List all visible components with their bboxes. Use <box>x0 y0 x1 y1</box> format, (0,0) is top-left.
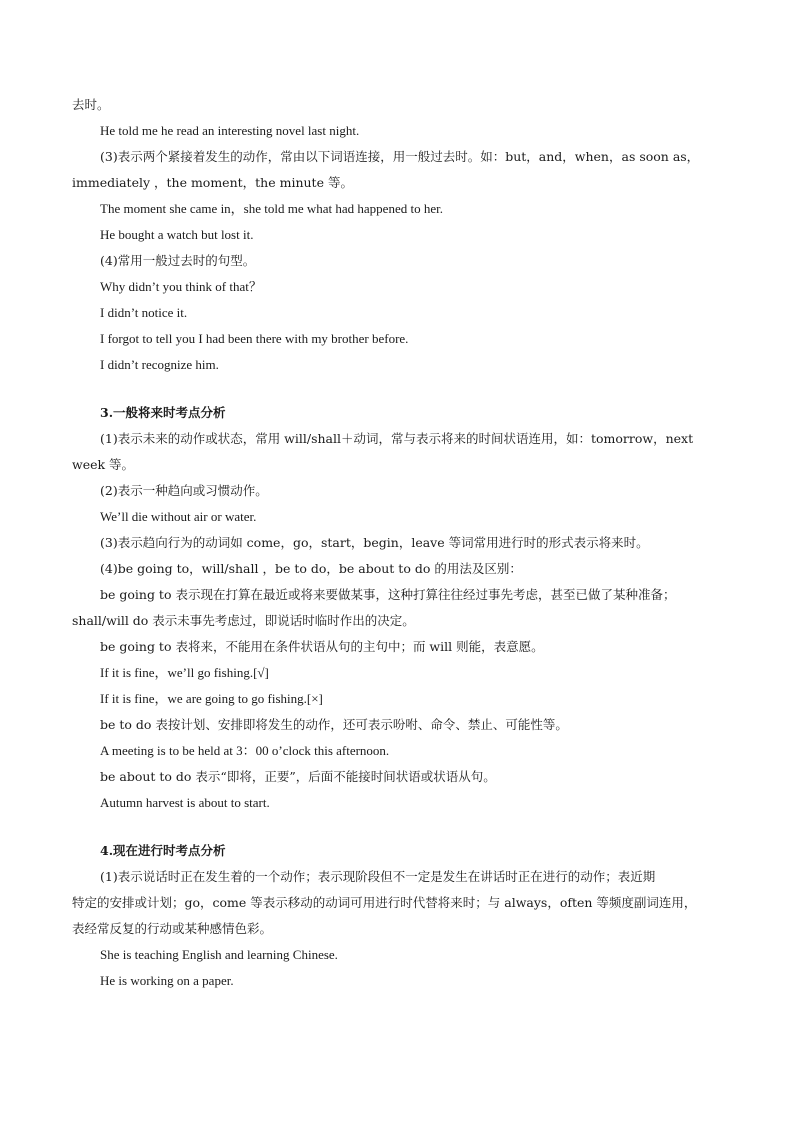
text-line: 去时。 <box>72 97 110 112</box>
example-sentence: If it is fine，we’ll go fishing.[√] <box>100 665 269 680</box>
text-line: be about to do 表示“即将，正要”，后面不能接时间状语或状语从句。 <box>100 769 496 784</box>
text-line: (1)表示未来的动作或状态，常用 will/shall＋动词，常与表示将来的时间状语连用，如：tomorrow，next <box>100 431 694 446</box>
section-heading: 4.现在进行时考点分析 <box>100 843 226 858</box>
text-line: week 等。 <box>72 457 135 472</box>
document-page <box>72 92 732 994</box>
example-sentence: Autumn harvest is about to start. <box>100 795 270 810</box>
example-sentence: If it is fine，we are going to go fishing.[×] <box>100 691 323 706</box>
text-line: (4)常用一般过去时的句型。 <box>100 253 256 268</box>
example-sentence: The moment she came in，she told me what had happened to her. <box>100 201 443 216</box>
text-line: shall/will do 表示未事先考虑过，即说话时临时作出的决定。 <box>72 613 415 628</box>
example-sentence: He is working on a paper. <box>100 973 234 988</box>
text-line: 特定的安排或计划；go，come 等表示移动的动词可用进行时代替将来时；与 always，often 等频度副词连用， <box>72 895 697 910</box>
text-line: (2)表示一种趋向或习惯动作。 <box>100 483 268 498</box>
example-sentence: I forgot to tell you I had been there with my brother before. <box>100 331 409 346</box>
text-line: (3)表示趋向行为的动词如 come，go，start，begin，leave 等词常用进行时的形式表示将来时。 <box>100 535 649 550</box>
text-line: 表经常反复的行动或某种感情色彩。 <box>72 921 273 936</box>
text-line: be going to 表将来，不能用在条件状语从句的主句中；而 will 则能，表意愿。 <box>100 639 544 654</box>
text-line: immediately ，the moment，the minute 等。 <box>72 175 353 190</box>
text-line: be going to 表示现在打算在最近或将来要做某事，这种打算往往经过事先考虑，甚至已做了某种准备； <box>100 587 676 602</box>
example-sentence: I didn’t notice it. <box>100 305 188 320</box>
example-sentence: Why didn’t you think of that？ <box>100 279 262 294</box>
text-line: (3)表示两个紧接着发生的动作，常由以下词语连接，用一般过去时。如：but，and，when，as soon as， <box>100 149 700 164</box>
example-sentence: A meeting is to be held at 3：00 o’clock this afternoon. <box>100 743 390 758</box>
text-line: be to do 表按计划、安排即将发生的动作，还可表示吩咐、命令、禁止、可能性等。 <box>100 717 568 732</box>
example-sentence: He bought a watch but lost it. <box>100 227 254 242</box>
section-gap <box>72 378 732 400</box>
text-line: (1)表示说话时正在发生着的一个动作；表示现阶段但不一定是发生在讲话时正在进行的动作；表近期 <box>100 869 656 884</box>
example-sentence: We’ll die without air or water. <box>100 509 257 524</box>
section-gap <box>72 816 732 838</box>
example-sentence: He told me he read an interesting novel last night. <box>100 123 360 138</box>
example-sentence: She is teaching English and learning Chinese. <box>100 947 338 962</box>
text-line: (4)be going to，will/shall ，be to do，be about to do 的用法及区别： <box>100 561 522 576</box>
section-heading: 3.一般将来时考点分析 <box>100 405 226 420</box>
example-sentence: I didn’t recognize him. <box>100 357 219 372</box>
